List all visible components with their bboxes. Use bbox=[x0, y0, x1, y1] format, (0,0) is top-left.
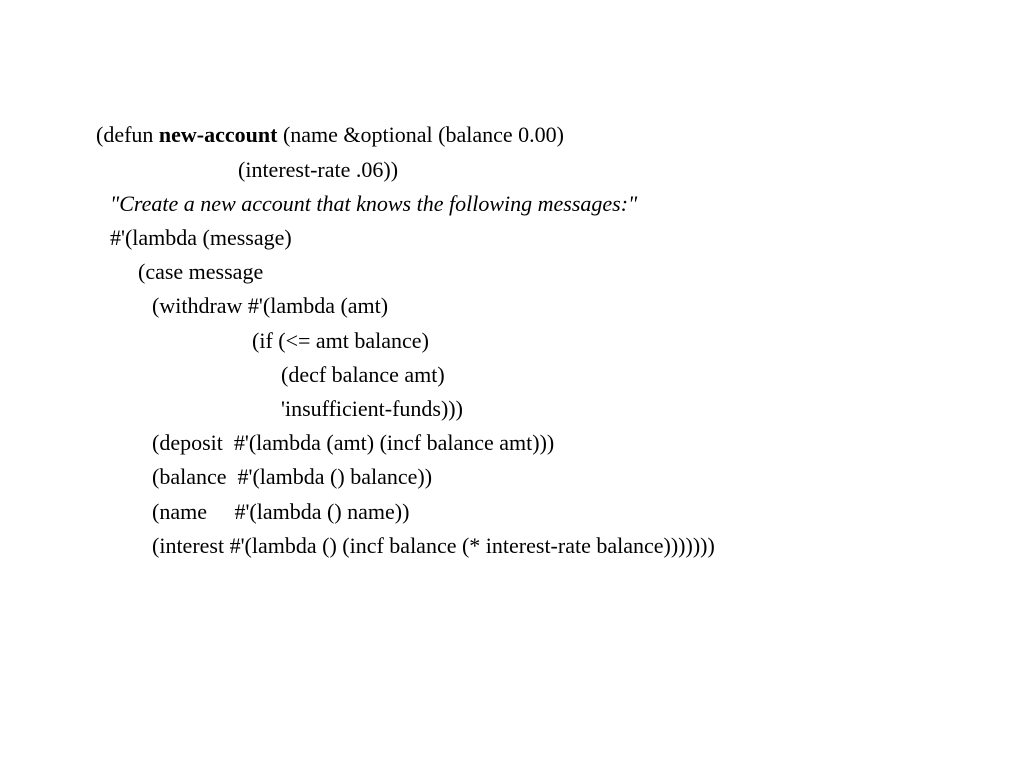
code-line-interest: (interest #'(lambda () (incf balance (* interest-rate balance))))))) bbox=[152, 533, 715, 558]
code-line-insufficient-funds: 'insufficient-funds))) bbox=[281, 396, 463, 421]
docstring: "Create a new account that knows the following messages:" bbox=[110, 191, 638, 216]
code-line-deposit: (deposit #'(lambda (amt) (incf balance amt))) bbox=[152, 430, 555, 455]
code-line-balance: (balance #'(lambda () balance)) bbox=[152, 464, 433, 489]
code-line-withdraw: (withdraw #'(lambda (amt) bbox=[152, 293, 389, 318]
code-line-decf: (decf balance amt) bbox=[281, 362, 445, 387]
code-line-name: (name #'(lambda () name)) bbox=[152, 499, 410, 524]
code-line-if-condition: (if (<= amt balance) bbox=[252, 328, 429, 353]
parameter-list: (name &optional (balance 0.00) bbox=[277, 122, 564, 147]
code-line-defun bbox=[96, 122, 564, 148]
code-line-interest-rate-param: (interest-rate .06)) bbox=[238, 157, 399, 182]
code-line-lambda-message: #'(lambda (message) bbox=[110, 225, 292, 250]
code-line-case-message: (case message bbox=[138, 259, 264, 284]
defun-keyword: (defun bbox=[96, 122, 159, 147]
function-name: new-account bbox=[158, 122, 278, 147]
